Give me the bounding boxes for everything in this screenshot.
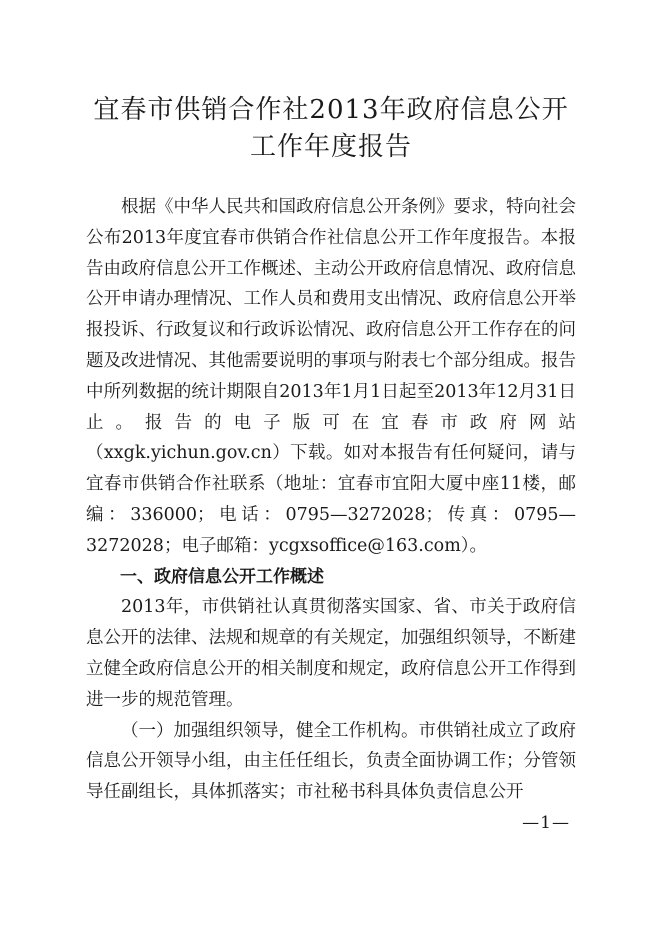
page-number: —1— (522, 813, 570, 833)
section-heading: 一、政府信息公开工作概述 (120, 566, 324, 587)
subsection-paragraph: （一）加强组织领导，健全工作机构。市供销社成立了政府信息公开领导小组，由主任任组长，负责全面协调工作；分管领导任副组长，具体抓落实；市社秘书科具体负责信息公开 (86, 720, 576, 803)
document-title-line-2: 工作年度报告 (249, 132, 412, 162)
overview-paragraph: 2013年，市供销社认真贯彻落实国家、省、市关于政府信息公开的法律、法规和规章的有关规定，加强组织领导，不断建立健全政府信息公开的相关制度和规定，政府信息公开工作得到进一步的规范管理。 (86, 597, 576, 710)
document-body (86, 192, 576, 808)
intro-paragraph: 根据《中华人民共和国政府信息公开条例》要求，特向社会公布2013年度宜春市供销合作社信息公开工作年度报告。本报告由政府信息公开工作概述、主动公开政府信息情况、政府信息公开申请办理情况、工作人员和费用支出情况、政府信息公开举报投诉、行政复议和行政诉讼情况、政府信息公开工作存在的问题及改进情况、其他需要说明的事项与附表七个部分组成。报告中所列数据的统计期限自2013年1月1日起至2013年12月31日止。报告的电子版可在宜春市政府网站（xxgk.yichun.gov.cn）下载。如对本报告有任何疑问，请与宜春市供销合作社联系（地址：宜春市宜阳大厦中座11楼，邮编：336000；电话：0795—3272028；传真：0795—3272028；电子邮箱：ycgxsoffice@163.com）。 (86, 197, 576, 556)
document-title-line-1: 宜春市供销合作社2013年政府信息公开 (93, 95, 569, 125)
